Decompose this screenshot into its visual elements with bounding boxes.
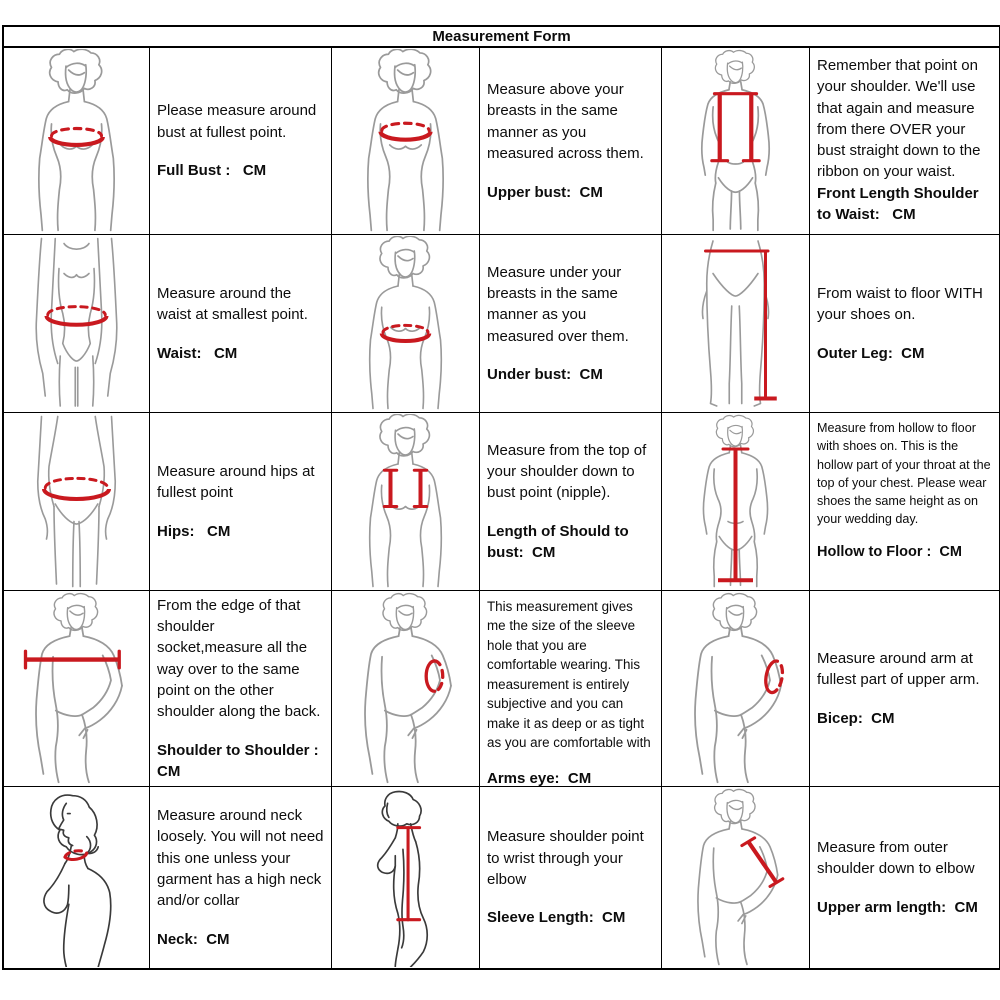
measurement-description: Measure above your breasts in the same manner as you measured across them.	[487, 81, 644, 163]
figure-waist	[4, 235, 150, 413]
measurement-description: Measure around arm at fullest part of upper arm.	[817, 649, 980, 689]
measurement-label: Length of Should to bust: CM	[487, 522, 633, 562]
cell-shoulder-to-shoulder	[150, 591, 332, 787]
cell-upper-arm-length	[810, 787, 999, 968]
measurement-label: Under bust: CM	[487, 366, 603, 384]
measurement-label: Full Bust : CM	[157, 162, 267, 180]
figure-shoulder-to-shoulder	[4, 591, 150, 787]
figure-shoulder-to-bust	[332, 413, 480, 591]
measurement-description: Measure from outer shoulder down to elbow	[817, 838, 975, 878]
cell-bicep	[810, 591, 999, 787]
measurement-description: Please measure around bust at fullest point.	[157, 102, 317, 141]
cell-full-bust	[150, 48, 332, 235]
measurement-label: Shoulder to Shoulder : CM	[157, 741, 323, 781]
measurement-description: Measure from hollow to floor with shoes on. This is the hollow part of your throat at the top of your chest. Please wear shoes the same height as on your wedding day.	[817, 421, 991, 527]
figure-arms-eye	[332, 591, 480, 787]
measurement-description: Remember that point on your shoulder. We'll use that again and measure from there OVER your bust straight down to the ribbon on your waist.	[817, 57, 981, 181]
cell-waist	[150, 235, 332, 413]
measurement-label: Sleeve Length: CM	[487, 909, 626, 927]
measurement-description: From waist to floor WITH your shoes on.	[817, 284, 983, 324]
measurement-label: Outer Leg: CM	[817, 344, 925, 362]
measurement-label: Front Length Shoulder to Waist: CM	[817, 184, 983, 224]
measurement-label: Hollow to Floor : CM	[817, 543, 962, 560]
measurement-description: Measure from the top of your shoulder down to bust point (nipple).	[487, 441, 647, 502]
cell-outer-leg	[810, 235, 999, 413]
measurement-label: Neck: CM	[157, 930, 230, 948]
figure-hollow-to-floor	[662, 413, 810, 591]
cell-hips	[150, 413, 332, 591]
figure-outer-leg	[662, 235, 810, 413]
measurement-description: Measure around neck loosely. You will not need this one unless your garment has a high neck and/or collar	[157, 806, 324, 910]
measurement-description: Measure under your breasts in the same manner as you measured over them.	[487, 263, 629, 345]
cell-front-length	[810, 48, 999, 235]
measurement-label: Upper bust: CM	[487, 183, 603, 201]
cell-hollow-to-floor	[810, 413, 999, 591]
cell-sleeve-length	[480, 787, 662, 968]
cell-under-bust	[480, 235, 662, 413]
cell-neck	[150, 787, 332, 968]
form-title: Measurement Form	[4, 27, 999, 48]
measurement-description: Measure around the waist at smallest point.	[157, 284, 308, 324]
figure-full-bust	[4, 48, 150, 235]
measurement-description: This measurement gives me the size of the sleeve hole that you are comfortable wearing. This measurement is entirely subjective and you can make it as deep or as tight as you are comfortable with	[487, 599, 651, 751]
cell-arms-eye	[480, 591, 662, 787]
measurement-label: Hips: CM	[157, 522, 231, 540]
figure-sleeve-length	[332, 787, 480, 968]
measurement-label: Arms eye: CM	[487, 769, 592, 787]
figure-bicep	[662, 591, 810, 787]
figure-upper-arm-length	[662, 787, 810, 968]
figure-front-length-shoulder-to-waist	[662, 48, 810, 235]
figure-upper-bust	[332, 48, 480, 235]
measurement-label: Bicep: CM	[817, 709, 895, 727]
measurement-description: Measure shoulder point to wrist through your elbow	[487, 828, 644, 888]
figure-neck	[4, 787, 150, 968]
figure-under-bust	[332, 235, 480, 413]
cell-upper-bust	[480, 48, 662, 235]
measurement-description: Measure around hips at fullest point	[157, 462, 315, 502]
measurement-description: From the edge of that shoulder socket,measure all the way over to the same point on the other shoulder along the back.	[157, 596, 321, 721]
cell-shoulder-to-bust	[480, 413, 662, 591]
measurement-table	[2, 25, 1000, 970]
measurement-label: Upper arm length: CM	[817, 898, 978, 916]
figure-hips	[4, 413, 150, 591]
measurement-label: Waist: CM	[157, 344, 238, 362]
